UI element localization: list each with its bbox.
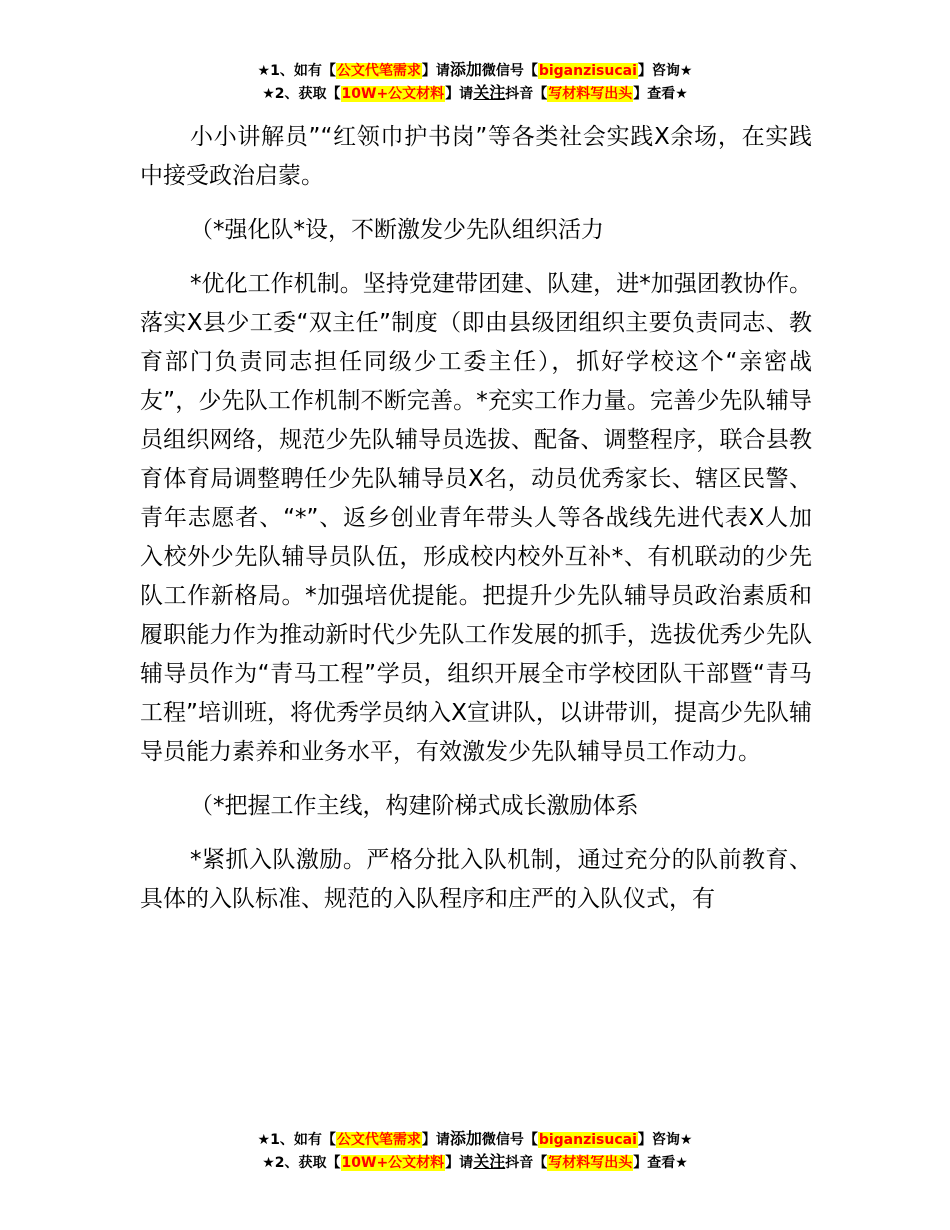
header-banner — [0, 59, 950, 105]
footer-banner — [0, 1128, 950, 1174]
document-body — [140, 118, 812, 919]
highlight-douyin-id: 写材料写出头 — [548, 86, 633, 102]
highlight-materials: 10W+公文材料 — [341, 1155, 445, 1171]
highlight-wechat-id: biganzisucai — [538, 1132, 637, 1148]
header-line-1: ★1、如有【公文代笔需求】请添加微信号【biganzisucai】咨询★ — [257, 60, 693, 79]
section-heading-2: （*把握工作主线，构建阶梯式成长激励体系 — [190, 793, 639, 819]
highlight-ghostwriting: 公文代笔需求 — [336, 1132, 421, 1148]
highlight-wechat-id: biganzisucai — [538, 63, 637, 79]
highlight-douyin-id: 写材料写出头 — [548, 1155, 633, 1171]
paragraph-1: 小小讲解员”“红领巾护书岗”等各类社会实践X余场，在实践中接受政治启蒙。 — [140, 124, 812, 189]
footer-line-1: ★1、如有【公文代笔需求】请添加微信号【biganzisucai】咨询★ — [257, 1129, 693, 1148]
header-line-2: ★2、获取【10W+公文材料】请关注抖音【写材料写出头】查看★ — [262, 83, 688, 102]
section-heading-1: （*强化队*设，不断激发少先队组织活力 — [190, 217, 604, 243]
paragraph-2: *优化工作机制。坚持党建带团建、队建，进*加强团教协作。落实X县少工委“双主任”制度（即由县级团组织主要负责同志、教育部门负责同志担任同级少工委主任），抓好学校这个“亲密战友”，少先队工作机制不断完善。*充实工作力量。完善少先队辅导员组织网络，规范少先队辅导员选拔、配备、调整程序，联合县教育体育局调整聘任少先队辅导员X名，动员优秀家长、辖区民警、青年志愿者、“*”、返乡创业青年带头人等各战线先进代表X人加入校外少先队辅导员队伍，形成校内校外互补*、有机联动的少先队工作新格局。*加强培优提能。把提升少先队辅导员政治素质和履职能力作为推动新时代少先队工作发展的抓手，选拔优秀少先队辅导员作为“青马工程”学员，组织开展全市学校团队干部暨“青马工程”培训班，将优秀学员纳入X宣讲队，以讲带训，提高少先队辅导员能力素养和业务水平，有效激发少先队辅导员工作动力。 — [140, 271, 812, 765]
paragraph-3: *紧抓入队激励。严格分批入队机制，通过充分的队前教育、具体的入队标准、规范的入队程序和庄严的入队仪式，有 — [140, 847, 812, 912]
footer-line-2: ★2、获取【10W+公文材料】请关注抖音【写材料写出头】查看★ — [262, 1152, 688, 1171]
highlight-ghostwriting: 公文代笔需求 — [336, 63, 421, 79]
highlight-materials: 10W+公文材料 — [341, 86, 445, 102]
